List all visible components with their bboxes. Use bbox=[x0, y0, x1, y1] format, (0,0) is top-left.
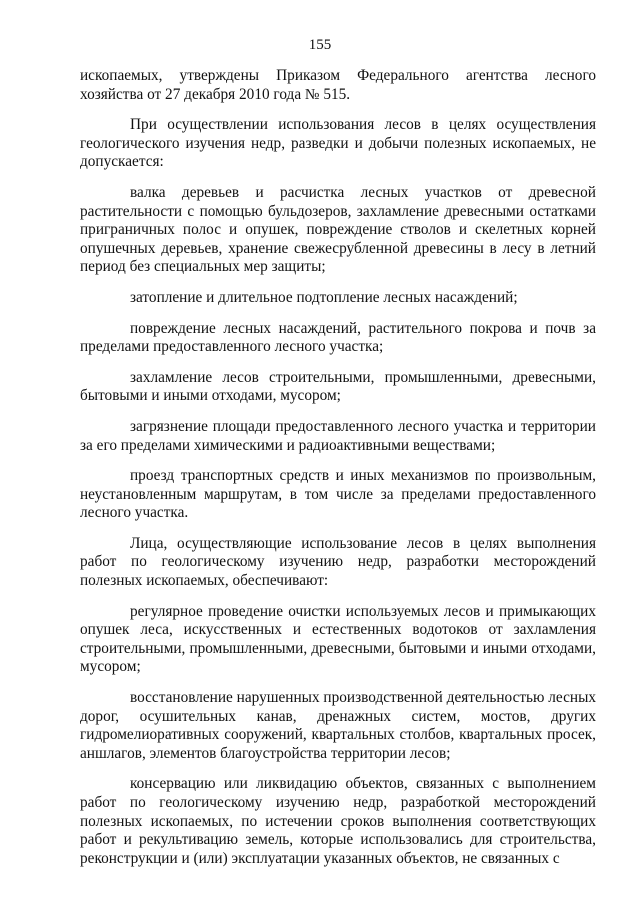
list-item-damage-outside-plot: повреждение лесных насаждений, растительного покрова и почв за пределами предоставленного лесного участка; bbox=[80, 319, 596, 356]
paragraph-continuation: ископаемых, утверждены Приказом Федерального агентства лесного хозяйства от 27 декабря 2010 года № 515. bbox=[80, 67, 596, 103]
list-item-pollution: загрязнение площади предоставленного лесного участка и территории за его пределами химическими и радиоактивными веществами; bbox=[80, 417, 596, 454]
list-item-flooding: затопление и длительное подтопление лесных насаждений; bbox=[130, 288, 518, 306]
list-item-regular-cleaning: регулярное проведение очистки используемых лесов и примыкающих опушек леса, искусственных и естественных водотоков от захламления строительными, промышленными, древесными, бытовыми и иными отходами, мусором; bbox=[80, 602, 596, 676]
page-number: 155 bbox=[308, 37, 332, 53]
paragraph-prohibitions-intro: При осуществлении использования лесов в целях осуществления геологического изучения недр, разведки и добычи полезных ископаемых, не допускается: bbox=[80, 116, 596, 171]
list-item-restoration: восстановление нарушенных производственной деятельностью лесных дорог, осушительных канав, дренажных систем, мостов, других гидромелиоративных сооружений, квартальных столбов, квартальных просек, аншлагов, элементов благоустройства территории лесов; bbox=[80, 689, 596, 762]
list-item-littering: захламление лесов строительными, промышленными, древесными, бытовыми и иными отходами, мусором; bbox=[80, 368, 596, 405]
list-item-tree-felling: валка деревьев и расчистка лесных участков от древесной растительности с помощью бульдозеров, захламление древесными остатками приграничных полос и опушек, повреждение стволов и скелетных корней опушечных деревьев, хранение свежесрубленной древесины в лесу в летний период без специальных мер защиты; bbox=[80, 183, 596, 276]
paragraph-obligations-intro: Лица, осуществляющие использование лесов в целях выполнения работ по геологическому изучению недр, разработки месторождений полезных ископаемых, обеспечивают: bbox=[80, 534, 596, 590]
list-item-conservation: консервацию или ликвидацию объектов, связанных с выполнением работ по геологическому изучению недр, разработкой месторождений полезных ископаемых, по истечении сроков выполнения соответствующих работ и рекультивацию земель, которые использовались для строительства, реконструкции и (или) эксплуатации указанных объектов, не связанных с bbox=[80, 775, 596, 867]
document-body bbox=[80, 67, 596, 868]
list-item-vehicle-passage: проезд транспортных средств и иных механизмов по произвольным, неустановленным маршрутам, в том числе за пределами предоставленного лесного участка. bbox=[80, 467, 596, 522]
